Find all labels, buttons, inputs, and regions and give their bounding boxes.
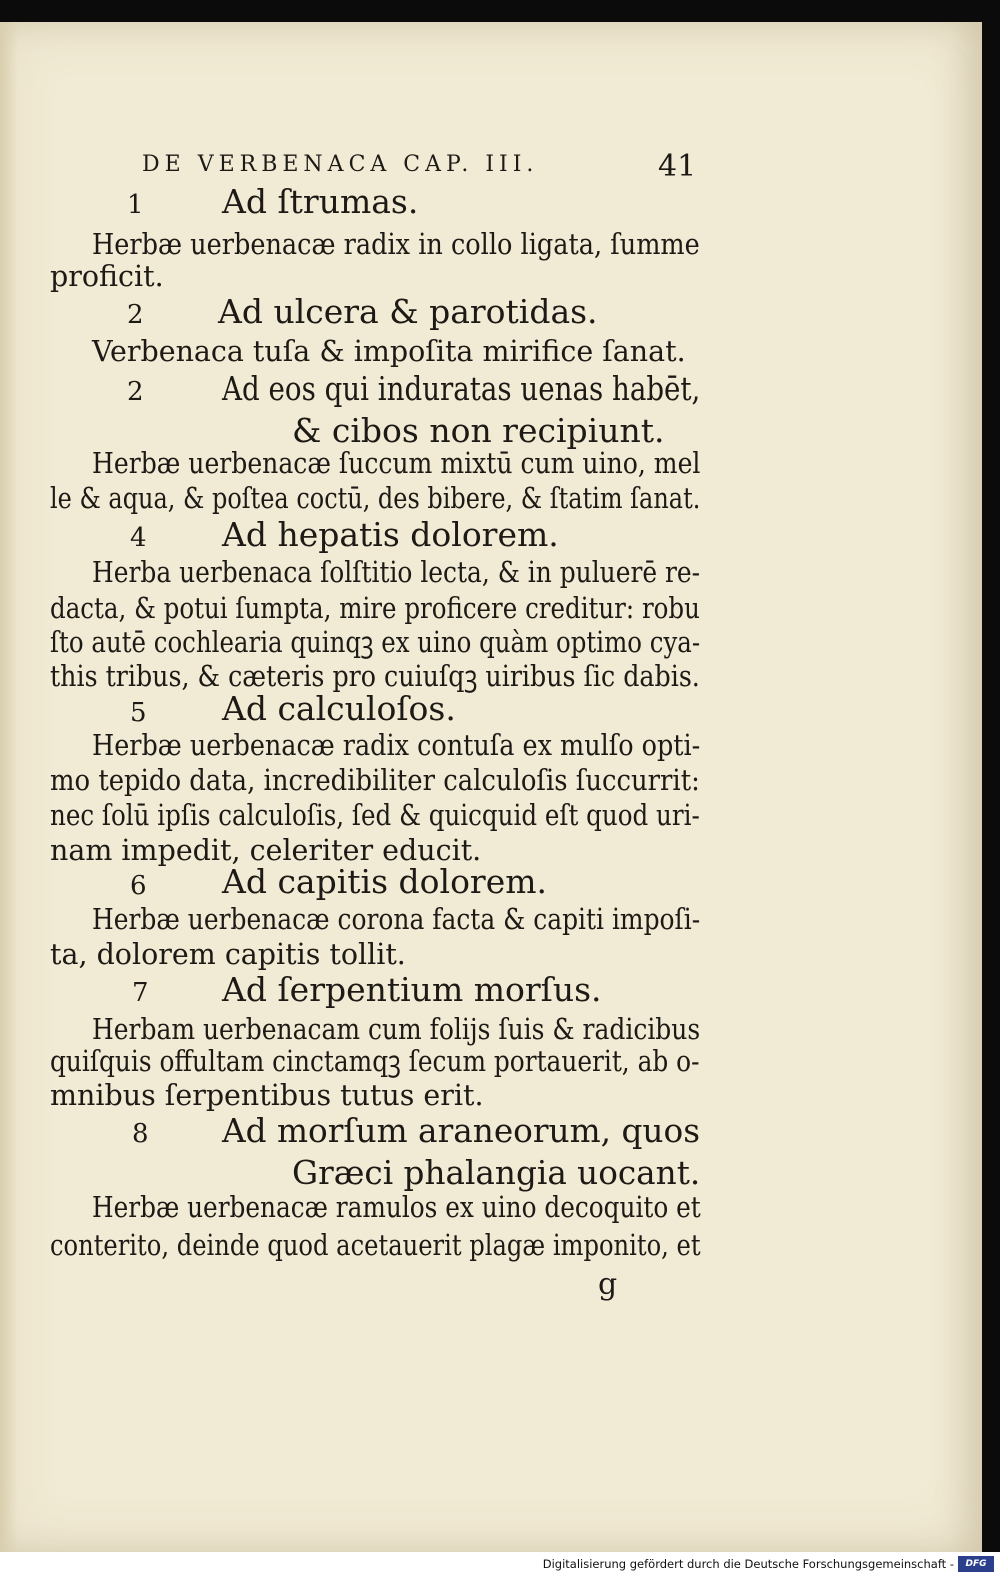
page-text: [0, 22, 982, 1552]
entry-body-line: Herbæ uerbenacæ radix contuſa ex mulſo opti-: [92, 729, 701, 762]
entry-body-line: le & aqua, & poſtea coctū, des bibere, & ſtatim ſanat.: [50, 482, 701, 515]
entry-number: 8: [132, 1119, 149, 1149]
entry-heading: Ad ulcera & parotidas.: [218, 292, 598, 331]
entry-body-line: mo tepido data, incredibiliter calculoſis ſuccurrit:: [50, 764, 700, 797]
entry-body-line: Herbæ uerbenacæ ſuccum mixtū cum uino, mel: [92, 447, 701, 480]
entry-heading: Ad eos qui induratas uenas habēt,: [222, 369, 701, 408]
entry-number: 2: [127, 377, 144, 407]
entry-heading: Ad hepatis dolorem.: [222, 515, 559, 554]
entry-body-line: Herba uerbenaca ſolſtitio lecta, & in puluerē re-: [92, 556, 701, 589]
entry-body-line: conterito, deinde quod acetauerit plagæ imponito, et: [50, 1229, 701, 1262]
footer-credit: Digitalisierung gefördert durch die Deutsche Forschungsgemeinschaft -: [542, 1557, 954, 1571]
entry-body-line: ta, dolorem capitis tollit.: [50, 938, 406, 971]
entry-number: 5: [130, 698, 147, 728]
entry-body-line: mnibus ſerpentibus tutus erit.: [50, 1079, 484, 1112]
entry-heading: Ad ſerpentium morſus.: [222, 970, 602, 1009]
entry-body-line: this tribus, & cæteris pro cuiuſqꝫ uiribus ſic dabis.: [50, 660, 700, 693]
folio-number: 41: [658, 149, 697, 184]
entry-body-line: dacta, & potui ſumpta, mire proficere creditur: robu: [50, 592, 700, 625]
entry-heading: Ad calculoſos.: [222, 689, 456, 728]
entry-number: 2: [127, 300, 144, 330]
entry-body-line: Herbam uerbenacam cum folijs ſuis & radicibus: [92, 1013, 701, 1046]
entry-body-line: ſto autē cochlearia quinqꝫ ex uino quàm optimo cya-: [50, 626, 701, 659]
signature-mark: g: [598, 1267, 618, 1302]
entry-body-line: Herbæ uerbenacæ ramulos ex uino decoquito et: [92, 1191, 701, 1224]
entry-heading: Ad ſtrumas.: [222, 182, 419, 221]
entry-body-line: proficit.: [50, 260, 164, 293]
entry-number: 4: [130, 523, 147, 553]
entry-body-line: quiſquis offultam cinctamqꝫ ſecum portauerit, ab o-: [50, 1045, 700, 1078]
running-title: DE VERBENACA CAP. III.: [142, 152, 539, 177]
entry-body-line: Verbenaca tuſa & impoſita mirifice ſanat.: [92, 335, 686, 368]
entry-body-line: Herbæ uerbenacæ corona facta & capiti impoſi-: [92, 903, 701, 936]
entry-number: 6: [130, 871, 147, 901]
entry-heading: Ad morſum araneorum, quos: [222, 1111, 701, 1150]
entry-body-line: nec ſolū ipſis calculoſis, ſed & quicquid eſt quod uri-: [50, 799, 700, 832]
digitization-footer: [0, 1552, 1000, 1577]
entry-heading: & cibos non recipiunt.: [292, 411, 665, 450]
entry-number: 7: [132, 978, 149, 1008]
entry-number: 1: [127, 190, 144, 220]
entry-body-line: nam impedit, celeriter educit.: [50, 834, 482, 867]
entry-body-line: Herbæ uerbenacæ radix in collo ligata, ſumme: [92, 228, 700, 261]
book-page: [0, 22, 982, 1552]
dfg-logo: DFG: [958, 1556, 994, 1572]
entry-heading: Græci phalangia uocant.: [292, 1153, 701, 1192]
entry-heading: Ad capitis dolorem.: [222, 862, 548, 901]
